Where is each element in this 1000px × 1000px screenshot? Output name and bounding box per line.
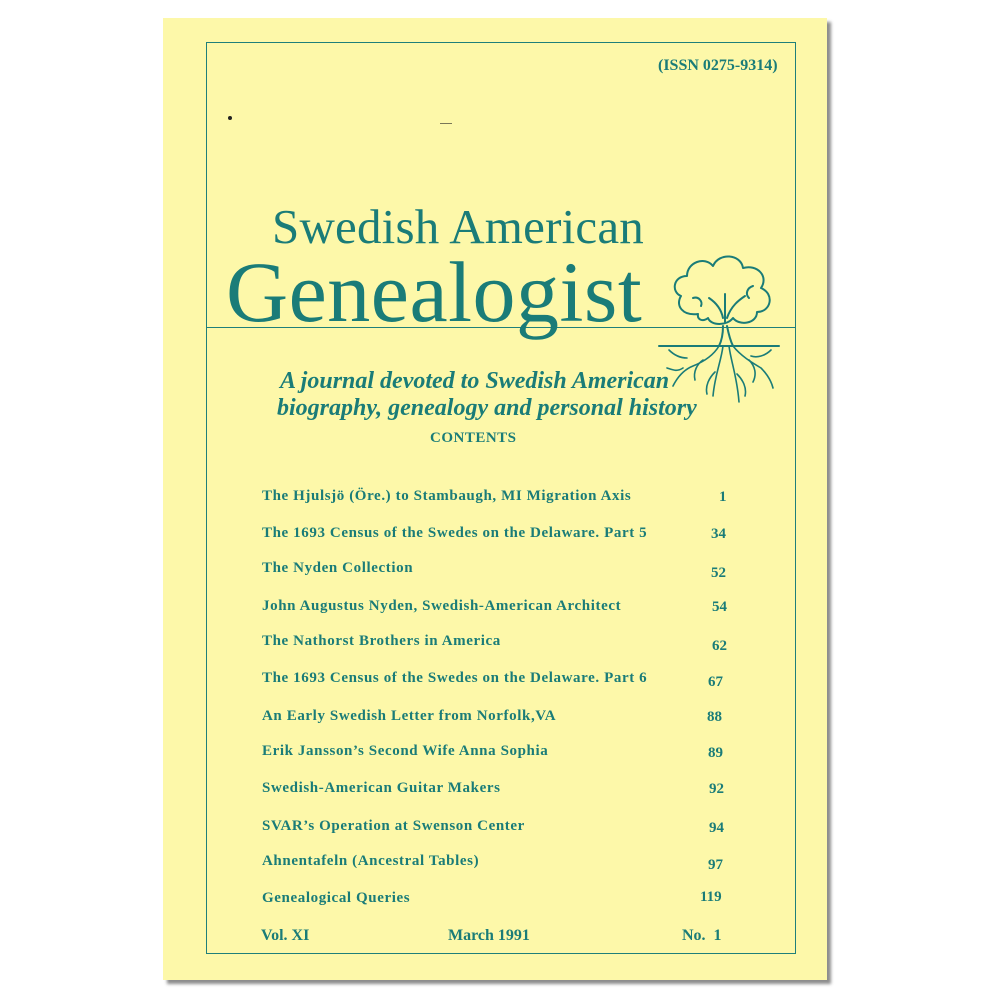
journal-title-line2: Genealogist [226, 244, 643, 340]
print-speck [228, 116, 232, 120]
toc-entry-title: John Augustus Nyden, Swedish-American Architect [262, 598, 622, 614]
toc-entry-page: 94 [709, 820, 724, 836]
tree-with-roots-icon [653, 246, 783, 406]
volume-label: Vol. XI [261, 927, 310, 944]
toc-entry-page: 119 [700, 889, 722, 905]
toc-entry-page: 1 [719, 489, 727, 505]
toc-entry-title: Ahnentafeln (Ancestral Tables) [262, 853, 480, 869]
tagline-line2: biography, genealogy and personal history [277, 395, 697, 421]
issn-label: (ISSN 0275-9314) [658, 57, 778, 74]
tagline-line1: A journal devoted to Swedish American [280, 368, 670, 394]
toc-entry-page: 54 [712, 599, 727, 615]
journal-title-line1: Swedish American [272, 199, 644, 254]
toc-entry-title: SVAR’s Operation at Swenson Center [262, 818, 525, 834]
toc-entry-page: 88 [707, 709, 722, 725]
print-speck [440, 123, 452, 124]
toc-entry-page: 89 [708, 745, 723, 761]
toc-entry-page: 34 [711, 526, 726, 542]
contents-heading: CONTENTS [430, 430, 517, 446]
toc-entry-title: The 1693 Census of the Swedes on the Delaware. Part 5 [262, 525, 648, 541]
toc-entry-title: The Nathorst Brothers in America [262, 633, 501, 649]
issue-number: No. 1 [682, 927, 722, 944]
toc-entry-title: The 1693 Census of the Swedes on the Delaware. Part 6 [262, 670, 648, 686]
toc-entry-page: 52 [711, 565, 726, 581]
toc-entry-title: Swedish-American Guitar Makers [262, 780, 501, 796]
toc-entry-page: 97 [708, 857, 723, 873]
toc-entry-page: 67 [708, 674, 723, 690]
toc-entry-title: Genealogical Queries [262, 890, 411, 906]
toc-entry-title: The Hjulsjö (Öre.) to Stambaugh, MI Migration Axis [262, 488, 632, 504]
toc-entry-title: Erik Jansson’s Second Wife Anna Sophia [262, 743, 549, 759]
toc-entry-title: The Nyden Collection [262, 560, 414, 576]
toc-entry-page: 62 [712, 638, 727, 654]
toc-entry-page: 92 [709, 781, 724, 797]
toc-entry-title: An Early Swedish Letter from Norfolk,VA [262, 708, 557, 724]
issue-date: March 1991 [448, 927, 530, 944]
